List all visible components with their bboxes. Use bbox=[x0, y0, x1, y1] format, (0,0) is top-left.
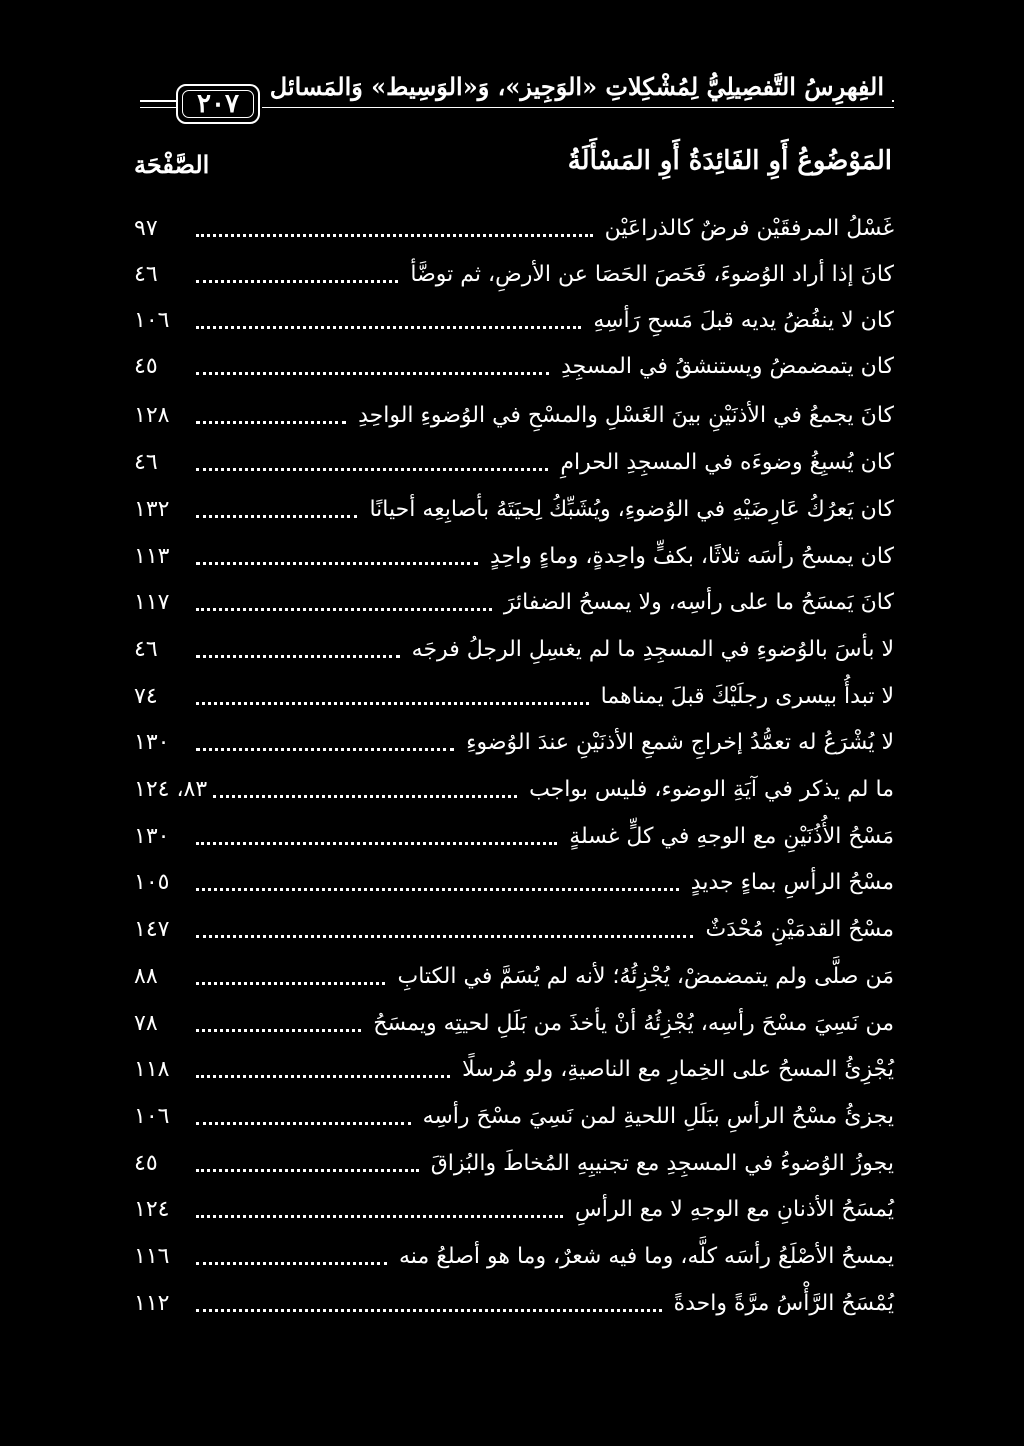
leader-dots bbox=[213, 795, 517, 798]
entry-text: يُجْزِئُ المسحُ على الخِمارِ مع الناصيةِ، ولو مُرسلًا bbox=[462, 1056, 894, 1082]
leader-dots bbox=[196, 234, 593, 237]
entry-text: مسْحُ القدمَيْنِ مُحْدَثٌ bbox=[705, 916, 894, 942]
entry-page: ١٤٧ bbox=[134, 916, 170, 942]
entry-text: يُمْسَحُ الرَّأْسُ مرَّةً واحدةً bbox=[673, 1290, 894, 1316]
header-rule-left-bottom bbox=[140, 107, 176, 108]
entry-text: يجزئُ مسْحُ الرأسِ ببَلَلِ اللحيةِ لمن نَسِيَ مسْحَ رأسِه bbox=[422, 1103, 894, 1129]
entry-text: مَسْحُ الأُذُنَيْنِ مع الوجهِ في كلٍّ غسلةٍ bbox=[569, 823, 894, 849]
index-entry bbox=[134, 300, 894, 340]
leader-dots bbox=[196, 468, 548, 471]
leader-dots bbox=[196, 421, 346, 424]
entry-text: يجوزُ الوُضوءُ في المسجِدِ مع تجنيبِهِ المُخاطَ والبُزاقَ bbox=[430, 1150, 894, 1176]
leader-dots bbox=[196, 842, 557, 845]
entry-page: ١٠٥ bbox=[134, 869, 170, 895]
index-entry bbox=[134, 629, 894, 669]
leader-dots bbox=[196, 280, 398, 283]
entry-page: ١٠٦ bbox=[134, 1103, 170, 1129]
page-number: ٢٠٧ bbox=[197, 89, 239, 119]
leader-dots bbox=[196, 935, 693, 938]
leader-dots bbox=[196, 888, 679, 891]
entry-page: ٩٧ bbox=[134, 215, 158, 241]
leader-dots bbox=[196, 982, 385, 985]
entry-text: ما لم يذكر في آيَةِ الوضوء، فليس بواجب bbox=[529, 776, 894, 802]
entry-page: ٤٦ bbox=[134, 449, 158, 475]
entry-page: ٤٥ bbox=[134, 353, 158, 379]
leader-dots bbox=[196, 748, 454, 751]
entry-page: ١١٧ bbox=[134, 589, 170, 615]
page-column-heading: الصَّفْحَة bbox=[134, 150, 210, 179]
entry-text: كان يمسحُ رأسَه ثلاثًا، بكفٍّ واحِدةٍ، وماءٍ واحِدٍ bbox=[490, 543, 894, 569]
entry-text: كان لا ينفُضُ يديه قبلَ مَسحِ رَأسِهِ bbox=[593, 307, 894, 333]
leader-dots bbox=[196, 562, 478, 565]
entry-text: كان يَعرُكُ عَارِضَيْهِ في الوُضوءِ، ويُشَبِّكُ لِحيَتَهُ بأصابِعِه أحيانًا bbox=[369, 496, 894, 522]
index-entry bbox=[134, 722, 894, 762]
index-entry bbox=[134, 1096, 894, 1136]
entry-text: كانَ يجمعُ في الأذنَيْنِ بينَ الغَسْلِ والمسْحِ في الوُضوءِ الواحِدِ bbox=[358, 402, 894, 428]
leader-dots bbox=[196, 1029, 361, 1032]
entry-text: لا تبدأُ بيسرى رجلَيْكَ قبلَ يمناهما bbox=[600, 683, 894, 709]
leader-dots bbox=[196, 702, 589, 705]
index-entry bbox=[134, 536, 894, 576]
entry-page: ١١٣ bbox=[134, 543, 170, 569]
index-entry bbox=[134, 816, 894, 856]
entry-page: ١٣٢ bbox=[134, 496, 170, 522]
entry-text: من نَسِيَ مسْحَ رأسِه، يُجْزِئُهُ أنْ يأخذَ من بَلَلِ لحيتِه ويمسَحُ bbox=[373, 1010, 894, 1036]
entry-text: مَن صلَّى ولم يتمضمضْ، يُجْزِئُهُ؛ لأنه لم يُسَمَّ في الكتابِ bbox=[397, 963, 894, 989]
leader-dots bbox=[196, 1075, 450, 1078]
entry-page: ٤٦ bbox=[134, 636, 158, 662]
index-entry bbox=[134, 1189, 894, 1229]
running-title: الفِهرِسُ التَّفصِيلِيُّ لِمُشْكِلاتِ «الوَجِيز»، وَ«الوَسِيط» وَالمَسائل bbox=[262, 72, 892, 102]
entry-page: ٧٨ bbox=[134, 1010, 158, 1036]
index-entry bbox=[134, 862, 894, 902]
index-entry bbox=[134, 346, 894, 386]
index-entry bbox=[134, 909, 894, 949]
leader-dots bbox=[196, 1215, 563, 1218]
index-entry bbox=[134, 208, 894, 248]
entry-page: ٤٥ bbox=[134, 1150, 158, 1176]
index-entry bbox=[134, 254, 894, 294]
leader-dots bbox=[196, 372, 549, 375]
index-entry bbox=[134, 442, 894, 482]
entry-text: مسْحُ الرأسِ بماءٍ جديدٍ bbox=[690, 869, 894, 895]
leader-dots bbox=[196, 608, 492, 611]
entry-text: يمسحُ الأصْلَعُ رأسَه كلَّه، وما فيه شعرٌ، وما هو أصلعُ منه bbox=[399, 1243, 894, 1269]
entry-text: كانَ إذا أراد الوُضوءَ، فَحَصَ الحَصَا عن الأرضِ، ثم توضَّأ bbox=[410, 261, 894, 287]
entry-page: ١٣٠ bbox=[134, 729, 170, 755]
entry-text: كانَ يَمسَحُ ما على رأسِه، ولا يمسحُ الضفائرَ bbox=[503, 589, 894, 615]
index-entry bbox=[134, 1236, 894, 1276]
entry-page: ٨٨ bbox=[134, 963, 158, 989]
leader-dots bbox=[196, 1169, 419, 1172]
entry-text: كان يتمضمضُ ويستنشقُ في المسجِدِ bbox=[561, 353, 894, 379]
index-entry bbox=[134, 769, 894, 809]
entry-page: ١٢٤ bbox=[134, 1196, 170, 1222]
leader-dots bbox=[196, 1122, 411, 1125]
leader-dots bbox=[196, 655, 400, 658]
entry-page: ١١٢ bbox=[134, 1290, 170, 1316]
index-entry bbox=[134, 582, 894, 622]
entry-page: ١١٦ bbox=[134, 1243, 170, 1269]
header-rule-right-bottom bbox=[262, 107, 894, 108]
index-entry bbox=[134, 956, 894, 996]
entry-page: ٨٣، ١٢٤ bbox=[134, 776, 208, 802]
entry-text: غَسْلُ المرفقَيْن فرضٌ كالذراعَيْن bbox=[604, 215, 894, 241]
leader-dots bbox=[196, 1262, 387, 1265]
leader-dots bbox=[196, 515, 357, 518]
index-entry bbox=[134, 1049, 894, 1089]
index-entry bbox=[134, 489, 894, 529]
entry-page: ١٢٨ bbox=[134, 402, 170, 428]
page-number-frame bbox=[176, 84, 260, 124]
entry-text: لا يُشْرَعُ له تعمُّدُ إخراجِ شمعِ الأذنَيْنِ عندَ الوُضوءِ bbox=[466, 729, 894, 755]
leader-dots bbox=[196, 326, 581, 329]
index-entry bbox=[134, 1143, 894, 1183]
entry-page: ١٣٠ bbox=[134, 823, 170, 849]
entry-page: ١٠٦ bbox=[134, 307, 170, 333]
index-entry bbox=[134, 395, 894, 435]
index-entry bbox=[134, 1003, 894, 1043]
header-rule-left-top bbox=[140, 100, 176, 102]
leader-dots bbox=[196, 1309, 662, 1312]
index-entry bbox=[134, 1283, 894, 1323]
topic-column-heading: المَوْضُوعُ أَوِ الفَائِدَةُ أَوِ المَسْأَلَةُ bbox=[567, 146, 892, 176]
entry-text: لا بأسَ بالوُضوءِ في المسجِدِ ما لم يغسِلِ الرجلُ فرجَه bbox=[411, 636, 894, 662]
entry-page: ١١٨ bbox=[134, 1056, 170, 1082]
index-entry bbox=[134, 676, 894, 716]
entry-page: ٤٦ bbox=[134, 261, 158, 287]
entry-text: يُمسَحُ الأذنانِ مع الوجهِ لا مع الرأسِ bbox=[574, 1196, 894, 1222]
entry-text: كان يُسبِغُ وضوءَه في المسجِدِ الحرامِ bbox=[560, 449, 894, 475]
entry-page: ٧٤ bbox=[134, 683, 158, 709]
